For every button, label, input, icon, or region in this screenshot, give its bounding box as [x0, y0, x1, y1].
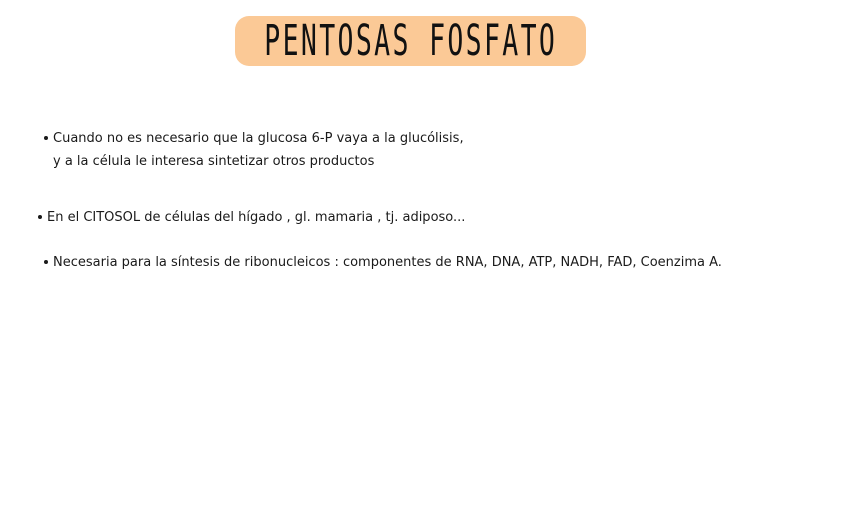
bullet-line: y a la célula le interesa sintetizar otros productos: [53, 154, 375, 169]
bullet-dot-icon: [38, 215, 42, 219]
bullet-dot-icon: [44, 260, 48, 264]
bullet-dot-icon: [44, 136, 48, 140]
bullet-text: Cuando no es necesario que la glucosa 6-P vaya a la glucólisis,: [53, 131, 464, 146]
bullet-item-3: [44, 255, 722, 270]
bullet-text: Necesaria para la síntesis de ribonucleicos : componentes de RNA, DNA, ATP, NADH, FAD, Coenzima A.: [53, 255, 722, 270]
bullet-line: [44, 127, 464, 150]
bullet-item-2: [38, 210, 465, 225]
page-title: PENTOSAS FOSFATO: [264, 16, 557, 66]
bullet-text: En el CITOSOL de células del hígado , gl. mamaria , tj. adiposo...: [47, 210, 466, 225]
title-banner: [235, 16, 586, 66]
bullet-item-1: [44, 127, 464, 173]
